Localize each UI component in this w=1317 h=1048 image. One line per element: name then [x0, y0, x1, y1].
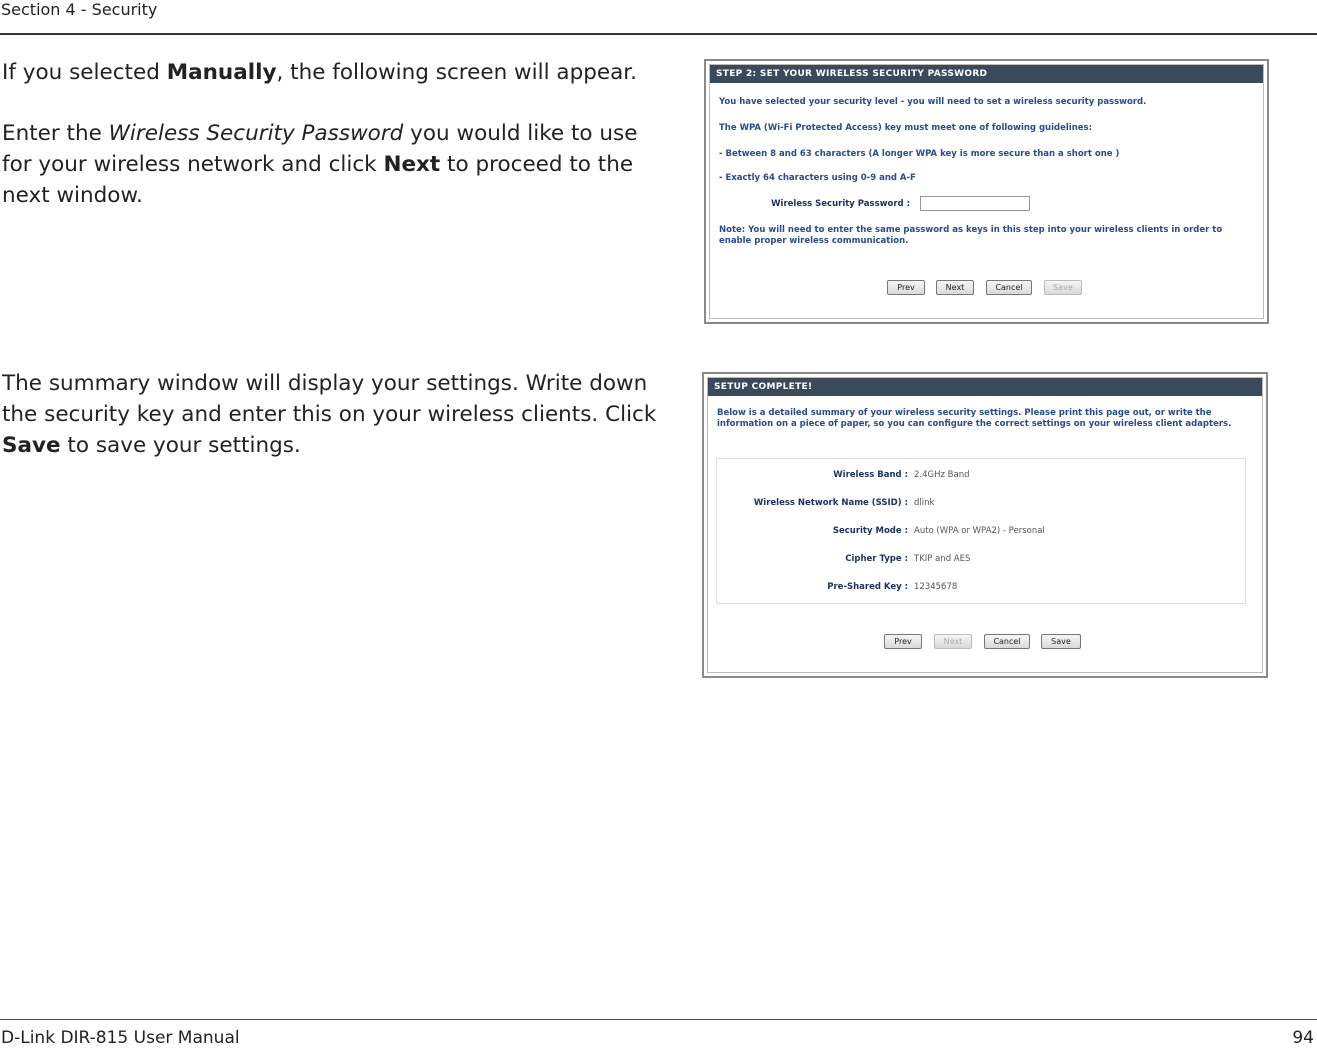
wpa-guideline-text: The WPA (Wi-Fi Protected Access) key must meet one of following guidelines:: [719, 123, 1092, 133]
pre-shared-key-value: 12345678: [914, 582, 958, 592]
save-button[interactable]: Save: [1041, 634, 1081, 649]
summary-intro-text: Below is a detailed summary of your wireless security settings. Please print this page out, or write the information on a piece of paper, so you can configure the correct settings on your wireless client adapters.: [717, 408, 1232, 429]
section-header: Section 4 - Security: [1, 0, 158, 19]
password-text-post: to proceed to the next window.: [2, 152, 634, 208]
wireless-band-label: Wireless Band :: [833, 470, 908, 480]
cipher-type-value: TKIP and AES: [914, 554, 971, 564]
top-divider: [0, 33, 1317, 35]
cancel-button[interactable]: Cancel: [986, 280, 1032, 295]
password-text-bold: Next: [383, 152, 441, 177]
prev-button[interactable]: Prev: [884, 634, 922, 649]
password-step-screenshot: [704, 59, 1269, 324]
password-paragraph: [2, 118, 662, 211]
cancel-button[interactable]: Cancel: [984, 634, 1030, 649]
setup-complete-screenshot: [702, 372, 1268, 678]
summary-text-bold: Save: [2, 433, 61, 458]
guideline-hex-text: - Exactly 64 characters using 0-9 and A-F: [719, 173, 916, 183]
cipher-type-label: Cipher Type :: [845, 554, 908, 564]
next-button[interactable]: Next: [936, 280, 974, 295]
summary-text-pre: The summary window will display your settings. Write down the security key and enter this on your wireless clients. Click: [2, 371, 657, 427]
password-text-italic: Wireless Security Password: [108, 121, 404, 146]
intro-text-post: , the following screen will appear.: [276, 60, 637, 85]
intro-paragraph: [2, 57, 662, 88]
wireless-band-value: 2.4GHz Band: [914, 470, 970, 480]
save-button[interactable]: Save: [1044, 280, 1082, 295]
setup-complete-title: SETUP COMPLETE!: [708, 378, 1262, 396]
password-step-panel: [709, 64, 1264, 319]
prev-button[interactable]: Prev: [887, 280, 925, 295]
password-input[interactable]: [920, 196, 1030, 211]
security-mode-label: Security Mode :: [832, 526, 908, 536]
ssid-label: Wireless Network Name (SSID) :: [753, 498, 908, 508]
manual-title: D-Link DIR-815 User Manual: [1, 1028, 240, 1048]
password-text-pre: Enter the: [2, 121, 109, 146]
setup-complete-panel: [707, 377, 1263, 673]
guideline-length-text: - Between 8 and 63 characters (A longer WPA key is more secure than a short one ): [719, 149, 1120, 159]
pre-shared-key-label: Pre-Shared Key :: [827, 582, 908, 592]
next-button[interactable]: Next: [934, 634, 972, 649]
security-mode-value: Auto (WPA or WPA2) - Personal: [914, 526, 1045, 536]
password-step-title: STEP 2: SET YOUR WIRELESS SECURITY PASSWORD: [710, 65, 1263, 83]
summary-text-post: to save your settings.: [60, 433, 301, 458]
password-text-mid: you would like to use for your wireless network and click: [2, 121, 638, 177]
ssid-value: dlink: [914, 498, 935, 508]
intro-text-pre: If you selected: [2, 60, 167, 85]
password-label: Wireless Security Password :: [771, 199, 910, 209]
password-note-text: Note: You will need to enter the same password as keys in this step into your wireless clients in order to enable proper wireless communication.: [719, 225, 1223, 246]
selected-level-text: You have selected your security level - you will need to set a wireless security password.: [719, 97, 1147, 107]
bottom-divider: [0, 1019, 1317, 1020]
intro-text-bold: Manually: [166, 60, 277, 85]
summary-paragraph: [2, 368, 662, 461]
page-number: 94: [1292, 1028, 1314, 1048]
